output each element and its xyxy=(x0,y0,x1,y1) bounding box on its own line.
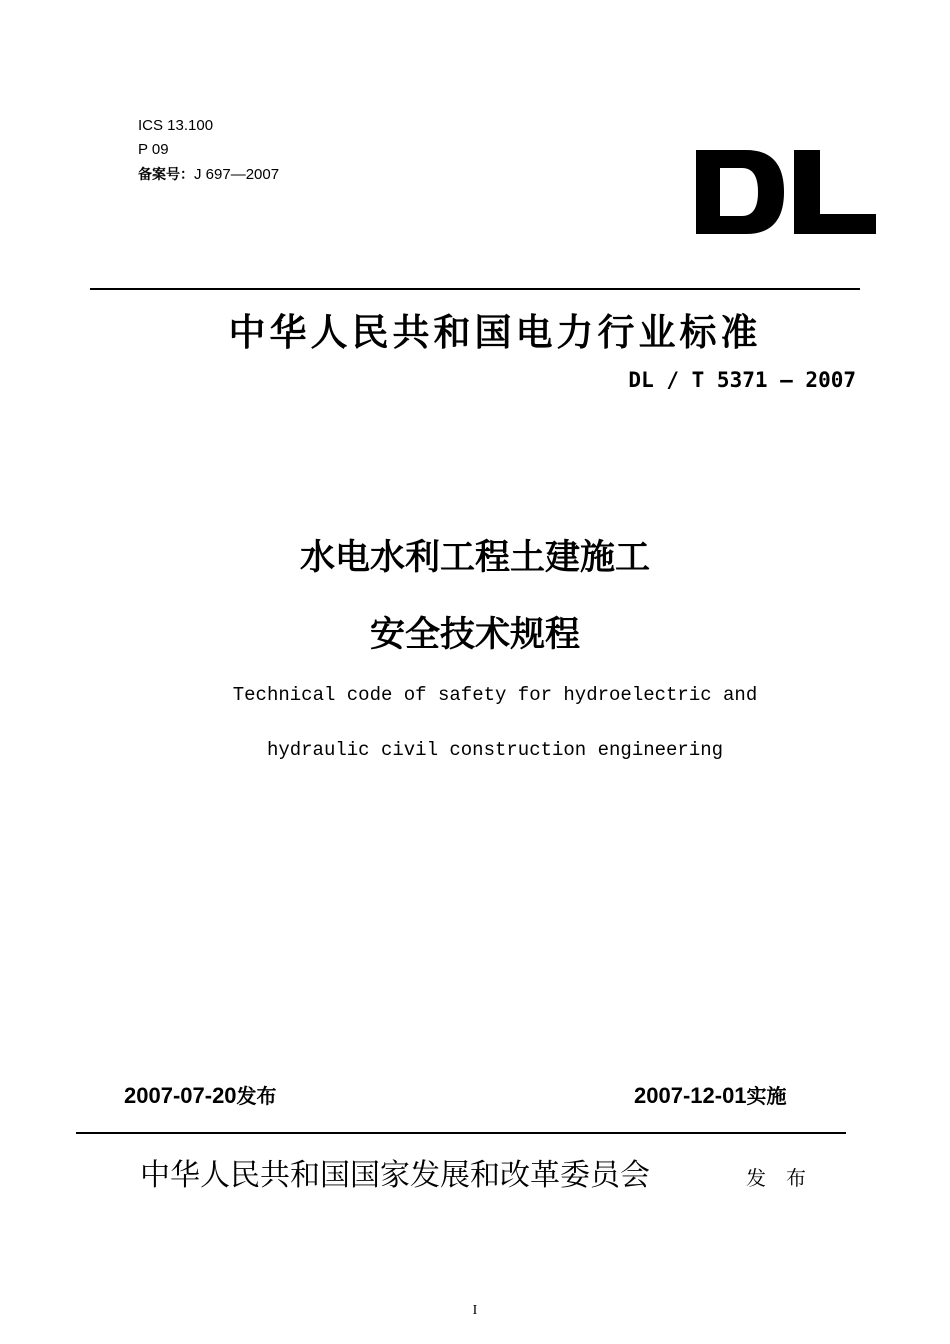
issue-date-label: 发布 xyxy=(236,1084,277,1108)
implement-date-value: 2007-12-01 xyxy=(634,1083,747,1108)
title-cn-line2: 安全技术规程 xyxy=(369,615,580,655)
publisher-name: 中华人民共和国国家发展和改革委员会 xyxy=(140,1158,650,1193)
filing-label: 备案号： xyxy=(138,167,194,183)
implement-date xyxy=(634,1080,787,1109)
title-en-line1: Technical code of safety for hydroelectric and xyxy=(232,684,758,706)
title-cn-line1: 水电水利工程土建施工 xyxy=(299,538,650,578)
filing-number-line xyxy=(138,166,279,184)
publisher-action: 发布 xyxy=(746,1166,826,1190)
implement-date-label: 实施 xyxy=(746,1084,787,1108)
issue-date xyxy=(124,1080,277,1109)
filing-number: J 697—2007 xyxy=(194,166,280,183)
title-en-line2: hydraulic civil construction engineering xyxy=(266,739,724,761)
ccs-code: P 09 xyxy=(138,141,169,158)
footer-rule xyxy=(76,1132,846,1134)
standard-code: DL / T 5371 — 2007 xyxy=(628,368,856,392)
ics-code: ICS 13.100 xyxy=(138,117,214,134)
header-rule xyxy=(90,288,860,290)
standard-category: 中华人民共和国电力行业标准 xyxy=(228,311,762,354)
page-number: I xyxy=(472,1303,478,1318)
dl-logo xyxy=(694,148,878,236)
issue-date-value: 2007-07-20 xyxy=(124,1083,237,1108)
